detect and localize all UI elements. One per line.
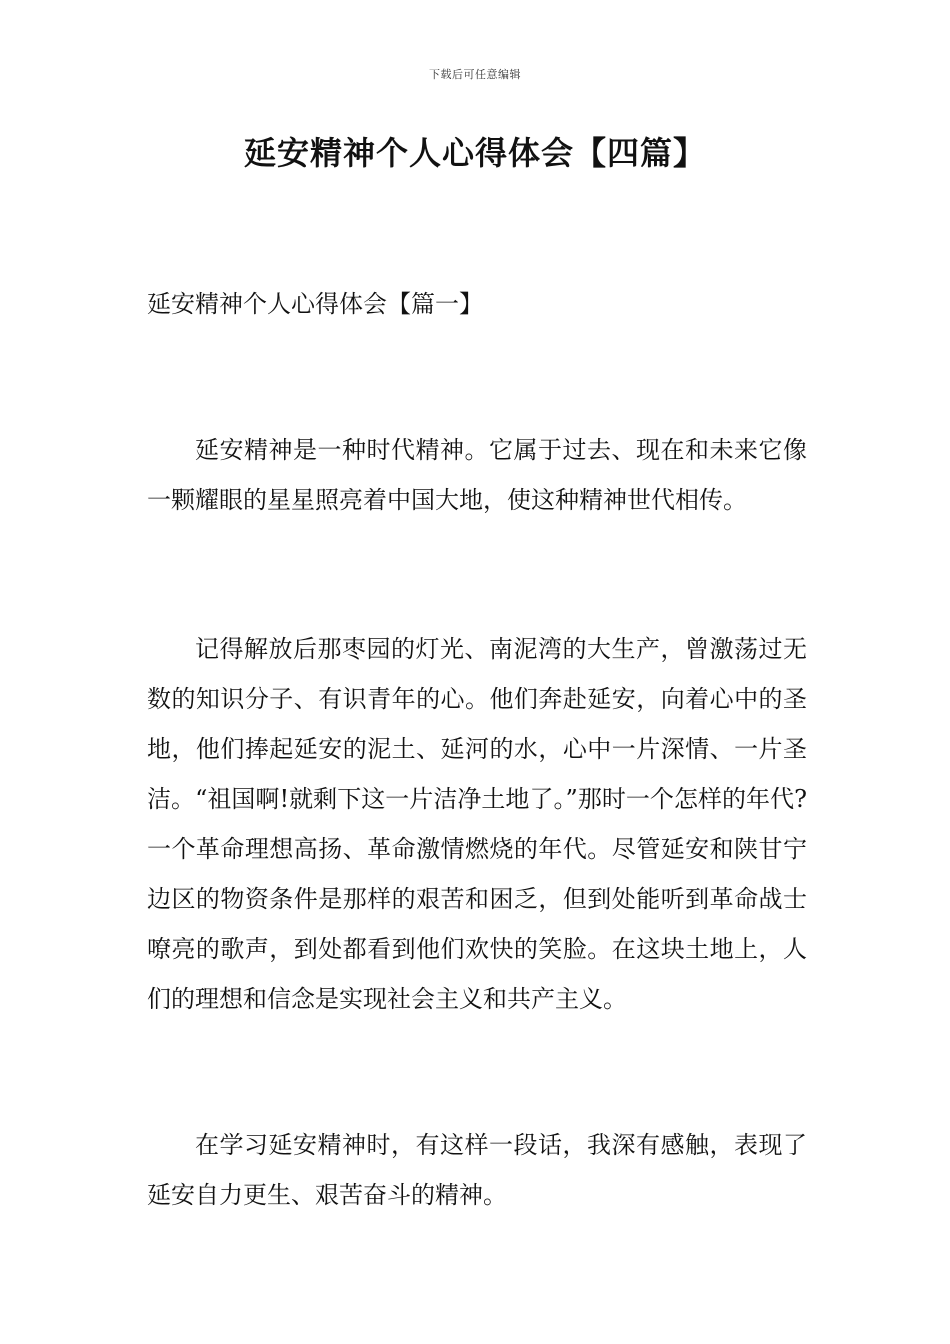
header-note: 下载后可任意编辑 xyxy=(429,68,521,81)
paragraph-1: 延安精神是一种时代精神。它属于过去、现在和未来它像一颗耀眼的星星照亮着中国大地，使这种精神世代相传。 xyxy=(147,436,807,514)
paragraph-2: 记得解放后那枣园的灯光、南泥湾的大生产，曾激荡过无数的知识分子、有识青年的心。他们奔赴延安，向着心中的圣地，他们捧起延安的泥土、延河的水，心中一片深情、一片圣洁。“祖国啊!就剩下这一片洁净土地了。”那时一个怎样的年代?一个革命理想高扬、革命激情燃烧的年代。尽管延安和陕甘宁边区的物资条件是那样的艰苦和困乏，但到处能听到革命战士嘹亮的歌声，到处都看到他们欢快的笑脸。在这块土地上，人们的理想和信念是实现社会主义和共产主义。 xyxy=(147,635,807,1013)
paragraph-3: 在学习延安精神时，有这样一段话，我深有感触，表现了延安自力更生、艰苦奋斗的精神。 xyxy=(147,1131,807,1209)
section-heading: 延安精神个人心得体会【篇一】 xyxy=(147,290,483,318)
document-title: 延安精神个人心得体会【四篇】 xyxy=(243,134,706,172)
